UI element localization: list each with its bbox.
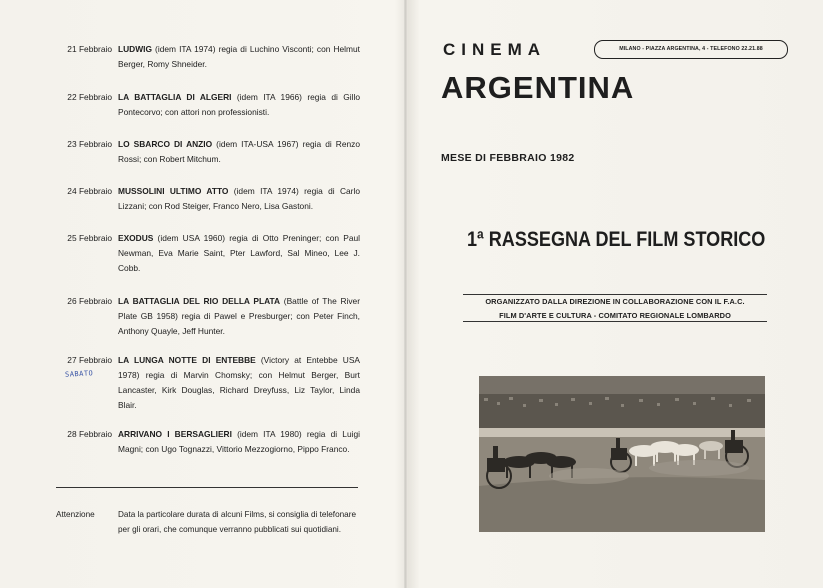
screening-date: 22 Febbraio <box>67 92 112 102</box>
film-title: LA BATTAGLIA DEL RIO DELLA PLATA <box>118 296 281 306</box>
film-description <box>118 42 360 72</box>
cinema-label: CINEMA <box>443 40 547 59</box>
organizer-rule-top <box>463 294 767 295</box>
film-title: LA BATTAGLIA DI ALGERI <box>118 92 232 102</box>
film-details: (Battle of The River Plate GB 1958) regia di Pawel e Presburger; con Peter Finch, Anthony Quayle, Jeff Hunter. <box>118 296 360 336</box>
month-label: MESE DI FEBBRAIO 1982 <box>441 152 575 164</box>
screening-date: 24 Febbraio <box>67 186 112 196</box>
film-description <box>118 231 360 276</box>
film-description <box>118 353 360 413</box>
cinema-name: ARGENTINA <box>441 70 635 105</box>
film-title: LO SBARCO DI ANZIO <box>118 139 213 149</box>
film-title: LUDWIG <box>118 44 152 54</box>
film-description <box>118 184 360 214</box>
screening-date: 28 Febbraio <box>67 429 112 439</box>
event-title: 1ª RASSEGNA DEL FILM STORICO <box>467 228 766 251</box>
screening-date: 26 Febbraio <box>67 296 112 306</box>
organizer-line-2: FILM D'ARTE E CULTURA - COMITATO REGIONALE LOMBARDO <box>499 311 731 320</box>
schedule-page <box>0 0 404 588</box>
screening-date: 21 Febbraio <box>67 44 112 54</box>
film-description <box>118 427 360 457</box>
film-details: (idem ITA 1980) regia di Luigi Magni; con Ugo Tognazzi, Vittorio Mezzogiorno, Pippo Franco. <box>118 429 360 454</box>
notice-label: Attenzione <box>56 510 95 519</box>
screening-date: 23 Febbraio <box>67 139 112 149</box>
film-description <box>118 294 360 339</box>
film-title: ARRIVANO I BERSAGLIERI <box>118 429 232 439</box>
screening-date: 27 Febbraio <box>67 355 112 365</box>
film-title: LA LUNGA NOTTE DI ENTEBBE <box>118 355 256 365</box>
film-details: (idem ITA 1966) regia di Gillo Pontecorvo; con attori non professionisti. <box>118 92 360 117</box>
notice-text: Data la particolare durata di alcuni Films, si consiglia di telefonare per gli orari, che comunque verranno pubblicati sui quotidiani. <box>118 510 357 534</box>
film-details: (idem ITA-USA 1967) regia di Renzo Rossi; con Robert Mitchum. <box>118 139 360 164</box>
handwritten-note: SABATO <box>64 369 94 379</box>
film-title: MUSSOLINI ULTIMO ATTO <box>118 186 229 196</box>
organizer-line-1: ORGANIZZATO DALLA DIREZIONE IN COLLABORAZIONE CON IL F.A.C. <box>485 297 745 306</box>
film-details: (idem USA 1960) regia di Otto Preninger; con Paul Newman, Eva Marie Saint, Pter Lawford, Sal Mineo, Lee J. Cobb. <box>118 233 360 273</box>
film-details: (idem ITA 1974) regia di Carlo Lizzani; con Rod Steiger, Franco Nero, Lisa Gastoni. <box>118 186 360 211</box>
film-description <box>118 90 360 120</box>
film-title: EXODUS <box>118 233 154 243</box>
cover-page <box>407 0 823 588</box>
screening-date: 25 Febbraio <box>67 233 112 243</box>
address-box: MILANO - PIAZZA ARGENTINA, 4 - TELEFONO 22.21.88 <box>594 40 788 59</box>
film-details: (Victory at Entebbe USA 1978) regia di Marvin Chomsky; con Helmut Berger, Burt Lancaster, Kirk Douglas, Richard Dreyfuss, Liz Taylor, Linda Blair. <box>118 355 360 410</box>
organizer-rule-bottom <box>463 321 767 322</box>
chariot-race-photo <box>479 376 765 532</box>
film-details: (idem ITA 1974) regia di Luchino Visconti; con Helmut Berger, Romy Shneider. <box>118 44 360 69</box>
film-description <box>118 137 360 167</box>
divider <box>56 487 358 488</box>
